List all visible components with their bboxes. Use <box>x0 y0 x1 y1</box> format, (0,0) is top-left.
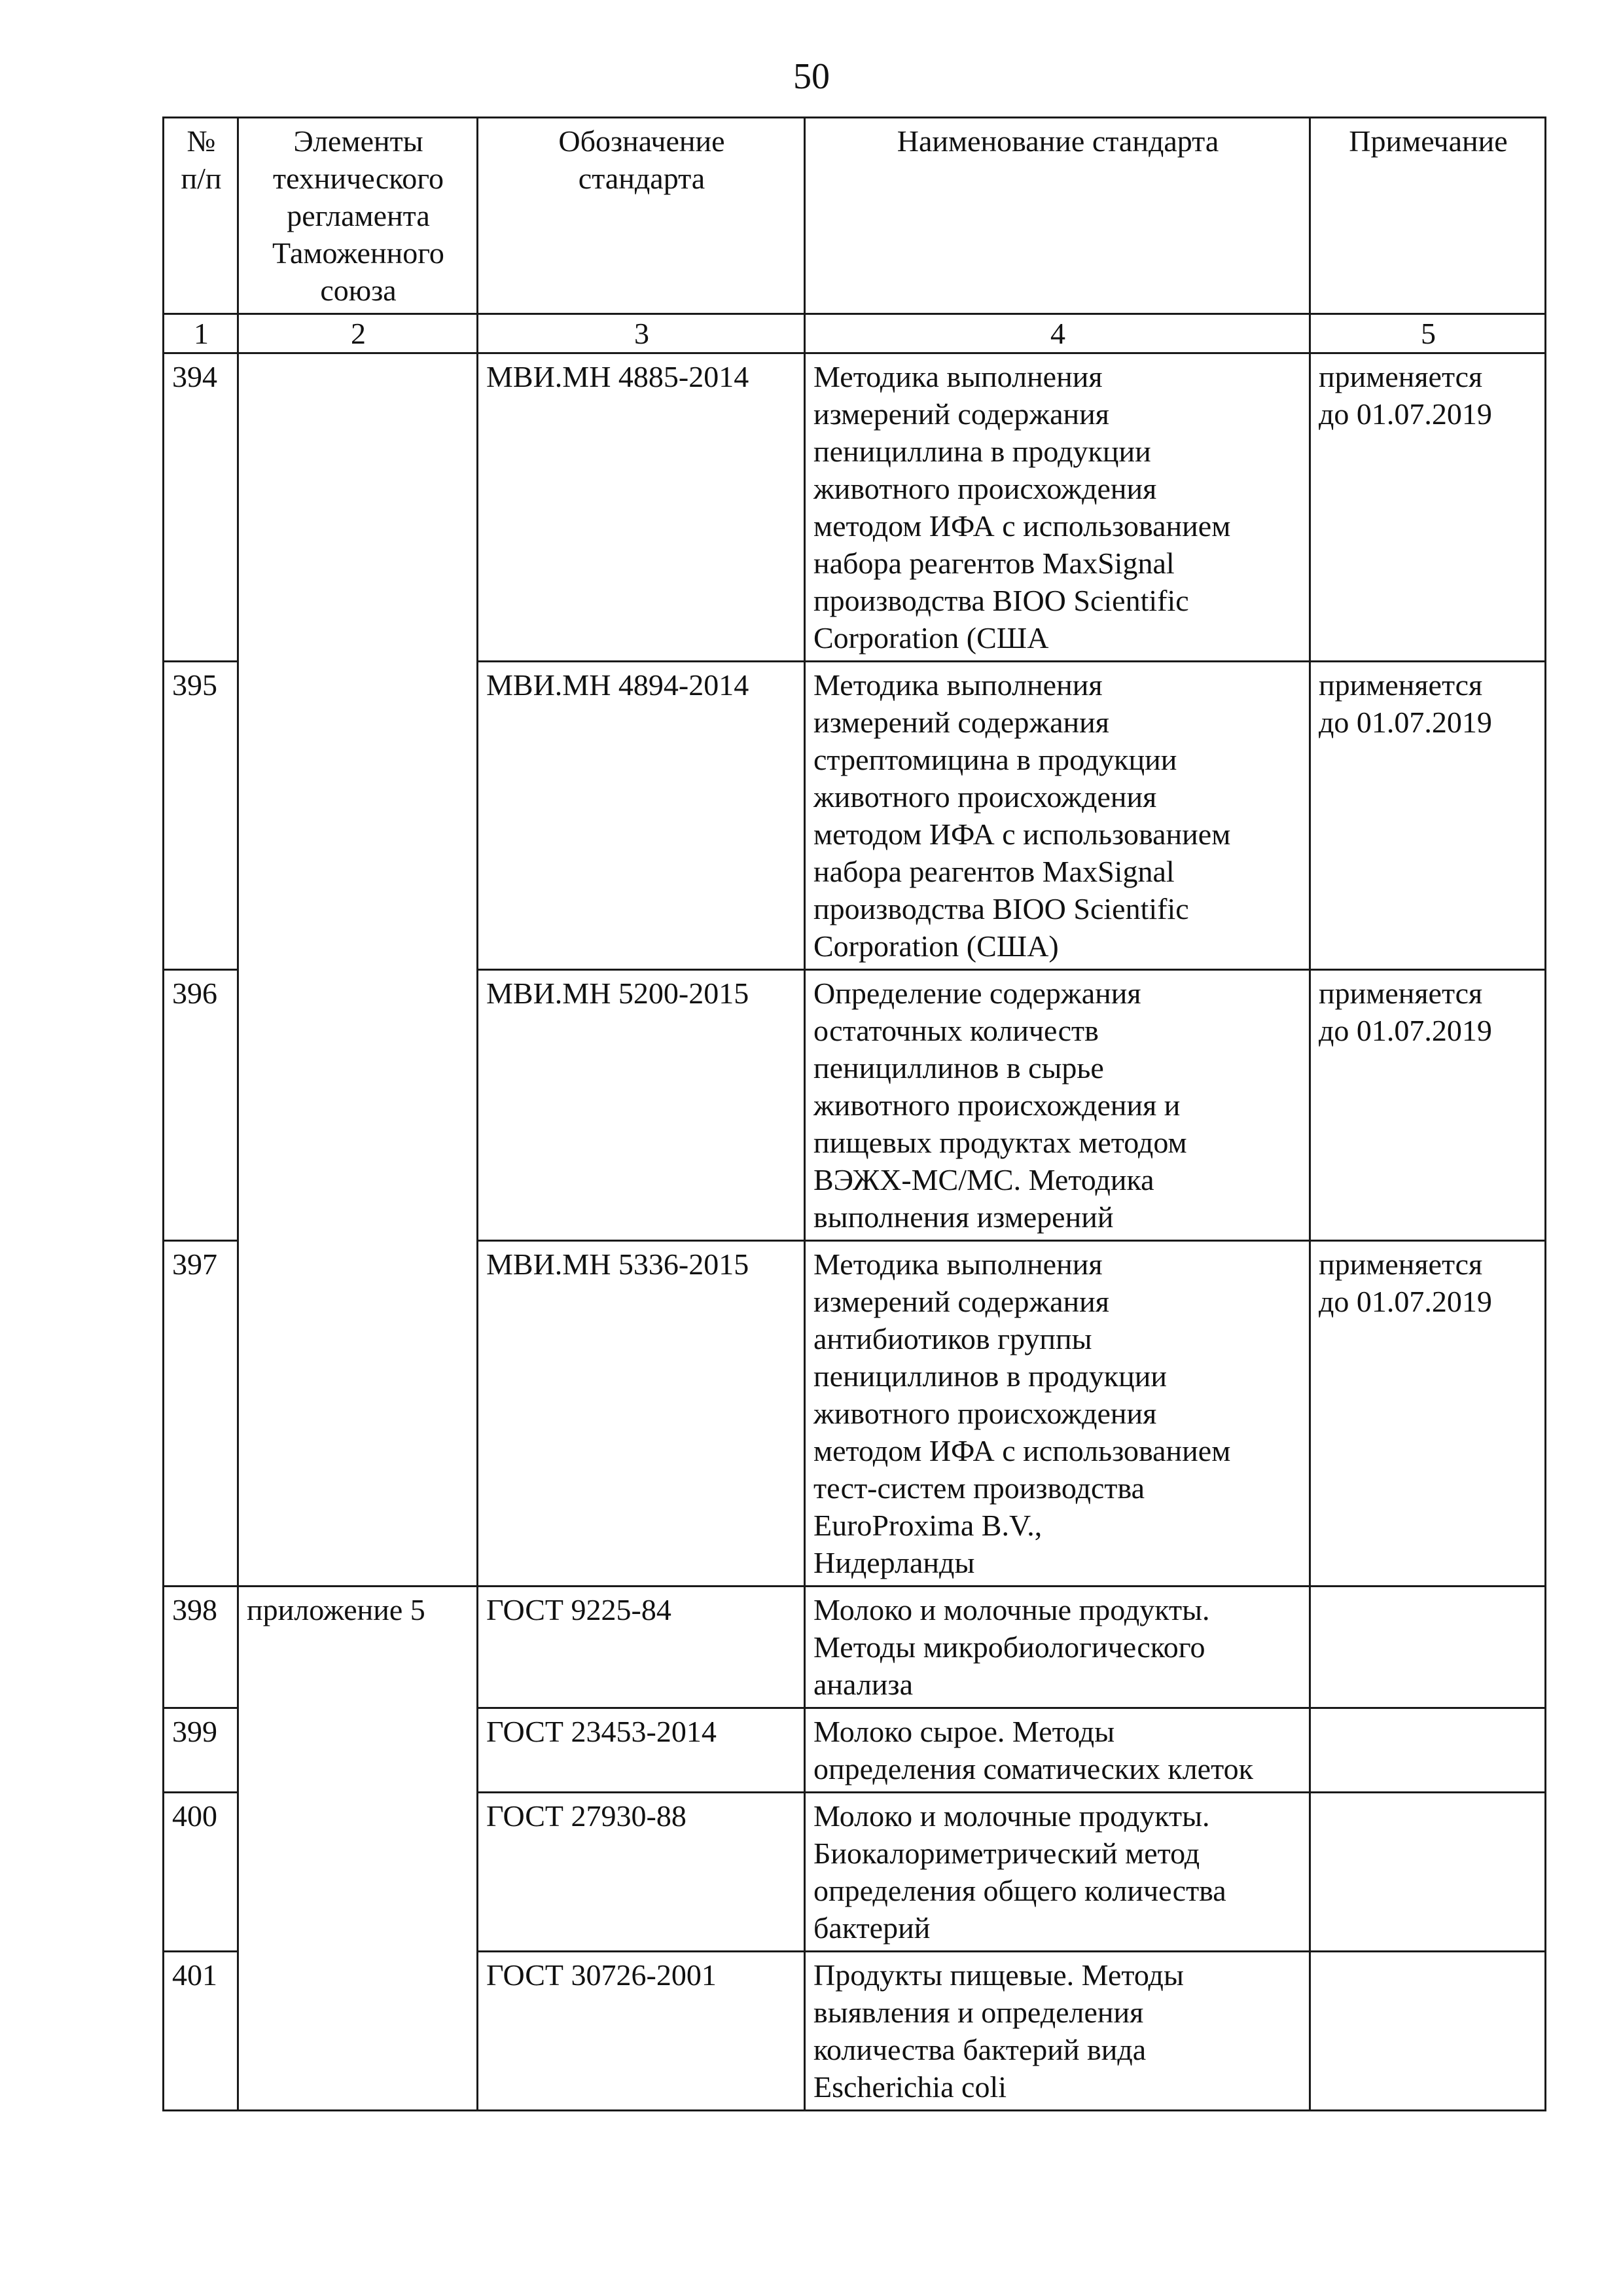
table-row <box>164 353 1546 662</box>
standard-name-line: ВЭЖХ-МС/МС. Методика <box>813 1163 1154 1196</box>
standard-name-line: пенициллинов в сырье <box>813 1051 1104 1085</box>
standard-name-line: набора реагентов MaxSignal <box>813 855 1175 888</box>
header-name: Наименование стандарта <box>805 118 1310 314</box>
column-numbers-row <box>164 314 1546 353</box>
column-number: 1 <box>164 314 238 353</box>
standard-name-line: Биокалориметрический метод <box>813 1837 1200 1870</box>
note-line: до 01.07.2019 <box>1319 1014 1492 1047</box>
row-number: 401 <box>164 1952 238 2111</box>
standard-name-line: определения общего количества <box>813 1874 1226 1907</box>
standard-name-line: набора реагентов MaxSignal <box>813 547 1175 580</box>
standard-designation: ГОСТ 23453-2014 <box>478 1708 805 1793</box>
standard-name-line: методом ИФА с использованием <box>813 1434 1231 1467</box>
header-elements: Элементы технического регламента Таможенного союза <box>238 118 478 314</box>
note-line: применяется <box>1319 360 1483 393</box>
standard-name-line: животного происхождения <box>813 780 1157 814</box>
regulation-element <box>238 353 478 1587</box>
standard-name-line: Нидерланды <box>813 1546 975 1579</box>
standard-name-line: измерений содержания <box>813 1285 1109 1318</box>
note <box>1310 1708 1546 1793</box>
note <box>1310 662 1546 970</box>
standard-name-line: остаточных количеств <box>813 1014 1099 1047</box>
standard-name-line: измерений содержания <box>813 397 1109 431</box>
standard-name-line: производства BIOO Scientific <box>813 892 1189 925</box>
standard-name-line: производства BIOO Scientific <box>813 584 1189 617</box>
standard-designation: МВИ.МН 4894-2014 <box>478 662 805 970</box>
row-number: 394 <box>164 353 238 662</box>
standard-name-line: Методика выполнения <box>813 1247 1103 1281</box>
row-number: 400 <box>164 1793 238 1952</box>
note <box>1310 970 1546 1241</box>
standard-name-line: Corporation (США) <box>813 929 1059 963</box>
note-line: применяется <box>1319 668 1483 702</box>
standard-name-line: EuroProxima B.V., <box>813 1509 1043 1542</box>
note-line: применяется <box>1319 1247 1483 1281</box>
standard-name-line: животного происхождения <box>813 472 1157 505</box>
row-number: 397 <box>164 1241 238 1587</box>
standard-name-line: определения соматических клеток <box>813 1752 1253 1785</box>
standard-designation: ГОСТ 30726-2001 <box>478 1952 805 2111</box>
row-number: 399 <box>164 1708 238 1793</box>
standard-name-line: пенициллина в продукции <box>813 435 1151 468</box>
note-line: применяется <box>1319 977 1483 1010</box>
header-note: Примечание <box>1310 118 1546 314</box>
standard-designation: ГОСТ 27930-88 <box>478 1793 805 1952</box>
note-line: до 01.07.2019 <box>1319 1285 1492 1318</box>
regulation-element: приложение 5 <box>238 1587 478 2111</box>
standard-name-line: количества бактерий вида <box>813 2033 1147 2066</box>
standard-name-line: Методика выполнения <box>813 668 1103 702</box>
header-num: № п/п <box>164 118 238 314</box>
row-number: 395 <box>164 662 238 970</box>
column-number: 2 <box>238 314 478 353</box>
standard-name-line: Молоко сырое. Методы <box>813 1715 1115 1748</box>
row-number: 398 <box>164 1587 238 1708</box>
standard-name <box>805 1708 1310 1793</box>
column-number: 3 <box>478 314 805 353</box>
standard-name <box>805 353 1310 662</box>
standard-name-line: Определение содержания <box>813 977 1141 1010</box>
standard-name <box>805 1587 1310 1708</box>
standard-name-line: Escherichia coli <box>813 2070 1007 2104</box>
note <box>1310 1952 1546 2111</box>
standard-name-line: стрептомицина в продукции <box>813 743 1177 776</box>
standard-name <box>805 662 1310 970</box>
page-number: 50 <box>793 56 830 97</box>
note <box>1310 353 1546 662</box>
standard-name-line: Corporation (США <box>813 621 1049 655</box>
standard-name-line: выявления и определения <box>813 1996 1144 2029</box>
standard-name-line: Молоко и молочные продукты. <box>813 1799 1210 1833</box>
standard-name <box>805 1793 1310 1952</box>
note <box>1310 1793 1546 1952</box>
note <box>1310 1241 1546 1587</box>
standard-name-line: пищевых продуктах методом <box>813 1126 1187 1159</box>
standard-name-line: Методы микробиологического <box>813 1630 1205 1664</box>
standard-name-line: Продукты пищевые. Методы <box>813 1958 1184 1992</box>
row-number: 396 <box>164 970 238 1241</box>
standard-name-line: выполнения измерений <box>813 1200 1114 1234</box>
note-line: до 01.07.2019 <box>1319 397 1492 431</box>
header-designation: Обозначение стандарта <box>478 118 805 314</box>
standard-name-line: тест-систем производства <box>813 1471 1145 1505</box>
standard-designation: МВИ.МН 5336-2015 <box>478 1241 805 1587</box>
standard-name-line: антибиотиков группы <box>813 1322 1092 1355</box>
standard-name-line: Методика выполнения <box>813 360 1103 393</box>
standard-designation: МВИ.МН 4885-2014 <box>478 353 805 662</box>
table-row <box>164 1587 1546 1708</box>
standard-name <box>805 970 1310 1241</box>
note-line: до 01.07.2019 <box>1319 706 1492 739</box>
standard-name-line: методом ИФА с использованием <box>813 817 1231 851</box>
standard-name-line: животного происхождения <box>813 1397 1157 1430</box>
column-number: 4 <box>805 314 1310 353</box>
standard-name-line: методом ИФА с использованием <box>813 509 1231 543</box>
note <box>1310 1587 1546 1708</box>
standards-table <box>162 117 1546 2111</box>
standard-name-line: Молоко и молочные продукты. <box>813 1593 1210 1626</box>
header-row <box>164 118 1546 314</box>
standard-name-line: животного происхождения и <box>813 1088 1181 1122</box>
standard-name-line: измерений содержания <box>813 706 1109 739</box>
standard-name <box>805 1952 1310 2111</box>
standard-name-line: пенициллинов в продукции <box>813 1359 1167 1393</box>
standard-designation: МВИ.МН 5200-2015 <box>478 970 805 1241</box>
standard-name-line: анализа <box>813 1668 914 1701</box>
standard-name <box>805 1241 1310 1587</box>
column-number: 5 <box>1310 314 1546 353</box>
standard-name-line: бактерий <box>813 1911 931 1945</box>
table-body <box>164 353 1546 2111</box>
standard-designation: ГОСТ 9225-84 <box>478 1587 805 1708</box>
